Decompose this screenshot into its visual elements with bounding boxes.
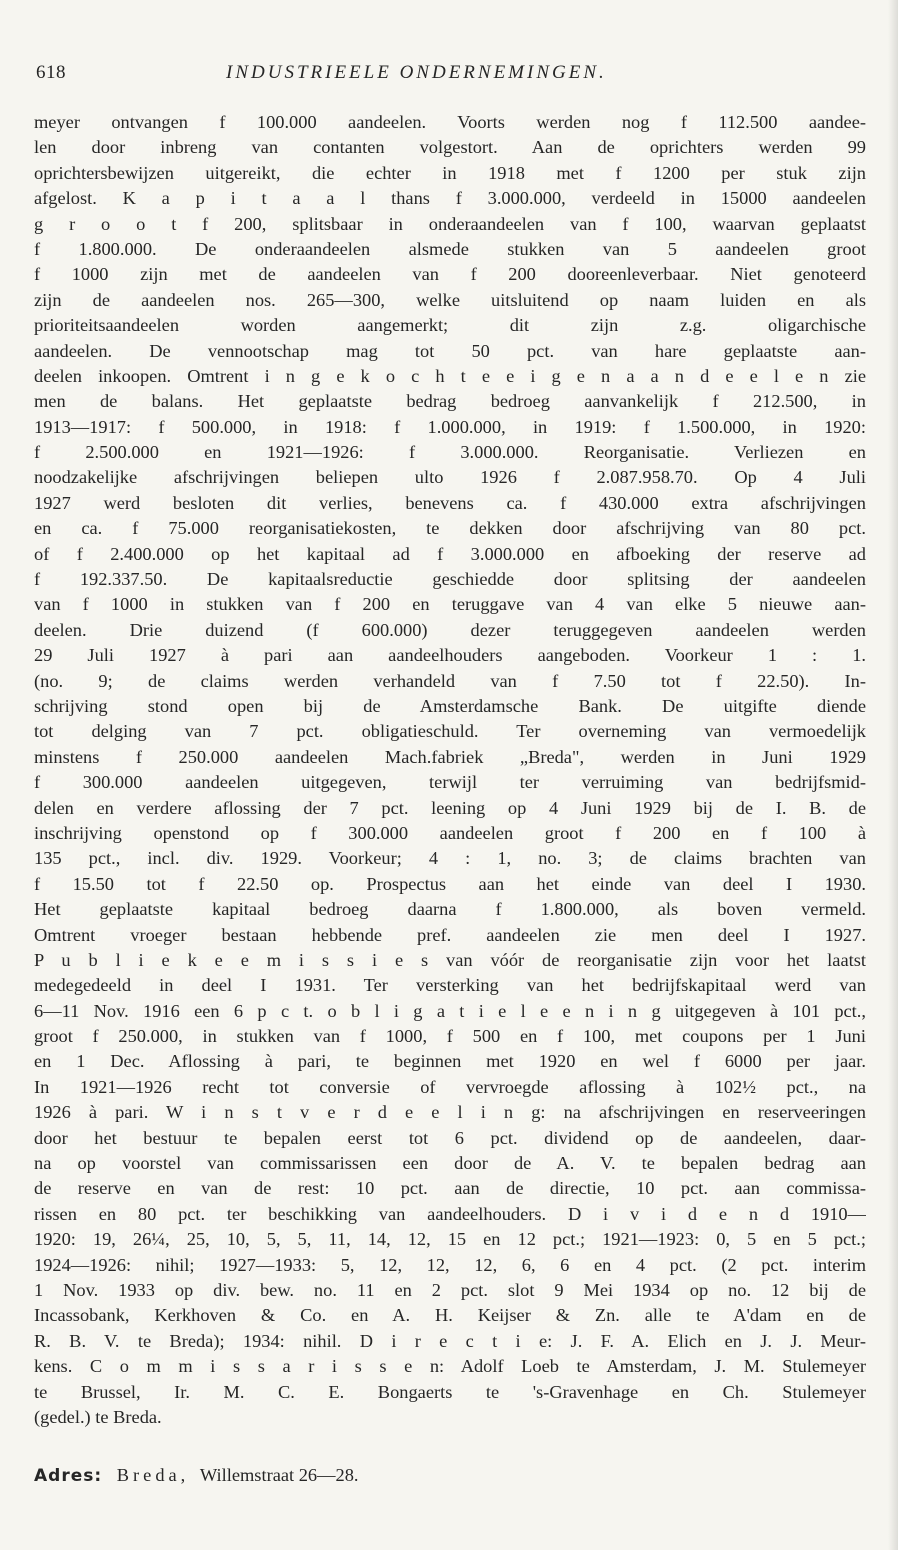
text-line: door het bestuur te bepalen eerst tot 6 pct. dividend op de aandeelen, daar- xyxy=(34,1127,866,1148)
text-line: Omtrent vroeger bestaan hebbende pref. aandeelen zie men deel I 1927. xyxy=(34,924,866,945)
text-line: en 1 Dec. Aflossing à pari, te beginnen met 1920 en wel f 6000 per jaar. xyxy=(34,1051,866,1072)
text-line: 1920: 19, 26¼, 25, 10, 5, 5, 11, 14, 12, 15 en 12 pct.; 1921—1923: 0, 5 en 5 pct.; xyxy=(34,1229,866,1250)
text-line: afgelost. K a p i t a a l thans f 3.000.000, verdeeld in 15000 aandeelen xyxy=(34,188,866,209)
text-line: f 1000 zijn met de aandeelen van f 200 dooreenleverbaar. Niet genoteerd xyxy=(34,264,866,285)
address-label: Adres: xyxy=(34,1466,103,1486)
text-line: In 1921—1926 recht tot conversie of vervroegde aflossing à 102½ pct., na xyxy=(34,1076,866,1097)
text-line: f 300.000 aandeelen uitgegeven, terwijl ter verruiming van bedrijfsmid- xyxy=(34,772,866,793)
text-line: 6—11 Nov. 1916 een 6 p c t. o b l i g a t i e l e e n i n g uitgegeven à 101 pct., xyxy=(34,1000,866,1021)
text-line: meyer ontvangen f 100.000 aandeelen. Voorts werden nog f 112.500 aandee- xyxy=(34,112,866,132)
text-line: f 192.337.50. De kapitaalsreductie geschiedde door splitsing der aandeelen xyxy=(34,569,866,590)
text-line: aandeelen. De vennootschap mag tot 50 pct. van hare geplaatste aan- xyxy=(34,340,866,361)
text-line: tot delging van 7 pct. obligatieschuld. Ter overneming van vermoedelijk xyxy=(34,721,866,742)
text-line: of f 2.400.000 op het kapitaal ad f 3.000.000 en afboeking der reserve ad xyxy=(34,543,866,564)
text-line: deelen inkoopen. Omtrent i n g e k o c h t e e i g e n a a n d e e l e n zie xyxy=(34,365,866,386)
text-line: schrijving stond open bij de Amsterdamsche Bank. De uitgifte diende xyxy=(34,695,866,716)
text-line: na op voorstel van commissarissen een door de A. V. te bepalen bedrag aan xyxy=(34,1153,866,1174)
text-line: en ca. f 75.000 reorganisatiekosten, te dekken door afschrijving van 80 pct. xyxy=(34,518,866,539)
text-line: te Brussel, Ir. M. C. E. Bongaerts te 's-Gravenhage en Ch. Stulemeyer xyxy=(34,1381,866,1402)
text-line: Incassobank, Kerkhoven & Co. en A. H. Keijser & Zn. alle te A'dam en de xyxy=(34,1305,866,1326)
text-line: 29 Juli 1927 à pari aan aandeelhouders aangeboden. Voorkeur 1 : 1. xyxy=(34,645,866,666)
text-line: prioriteitsaandeelen worden aangemerkt; dit zijn z.g. oligarchische xyxy=(34,315,866,336)
text-line: minstens f 250.000 aandeelen Mach.fabriek „Breda", werden in Juni 1929 xyxy=(34,746,866,767)
text-line: inschrijving openstond op f 300.000 aandeelen groot f 200 en f 100 à xyxy=(34,822,866,843)
running-title: INDUSTRIEELE ONDERNEMINGEN. xyxy=(226,62,607,83)
article-body xyxy=(34,110,866,1430)
text-line: (no. 9; de claims werden verhandeld van f 7.50 tot f 22.50). In- xyxy=(34,670,866,691)
text-line: 135 pct., incl. div. 1929. Voorkeur; 4 : 1, no. 3; de claims brachten van xyxy=(34,848,866,869)
address-city: Breda, xyxy=(116,1465,190,1485)
text-line: f 2.500.000 en 1921—1926: f 3.000.000. Reorganisatie. Verliezen en xyxy=(34,442,866,463)
text-line: g r o o t f 200, splitsbaar in onderaandeelen van f 100, waarvan geplaatst xyxy=(34,213,866,234)
page-header xyxy=(36,62,866,86)
address-line xyxy=(34,1462,866,1488)
text-line: P u b l i e k e e m i s s i e s van vóór de reorganisatie zijn voor het laatst xyxy=(34,949,866,970)
text-line: men de balans. Het geplaatste bedrag bedroeg aanvankelijk f 212.500, in xyxy=(34,391,866,412)
text-line: kens. C o m m i s s a r i s s e n: Adolf Loeb te Amsterdam, J. M. Stulemeyer xyxy=(34,1356,866,1377)
text-line: oprichtersbewijzen uitgereikt, die echter in 1918 met f 1200 per stuk zijn xyxy=(34,162,866,183)
text-line: rissen en 80 pct. ter beschikking van aandeelhouders. D i v i d e n d 1910— xyxy=(34,1203,866,1224)
text-line: 1913—1917: f 500.000, in 1918: f 1.000.000, in 1919: f 1.500.000, in 1920: xyxy=(34,416,866,437)
text-line: noodzakelijke afschrijvingen beliepen ulto 1926 f 2.087.958.70. Op 4 Juli xyxy=(34,467,866,488)
text-line: len door inbreng van contanten volgestort. Aan de oprichters werden 99 xyxy=(34,137,866,158)
page-edge-shadow xyxy=(888,0,898,1550)
page-number: 618 xyxy=(36,62,66,83)
text-line: 1924—1926: nihil; 1927—1933: 5, 12, 12, 12, 6, 6 en 4 pct. (2 pct. interim xyxy=(34,1254,866,1275)
text-line: de reserve en van de rest: 10 pct. aan de directie, 10 pct. aan commissa- xyxy=(34,1178,866,1199)
text-line: zijn de aandeelen nos. 265—300, welke uitsluitend op naam luiden en als xyxy=(34,289,866,310)
text-line: R. B. V. te Breda); 1934: nihil. D i r e c t i e: J. F. A. Elich en J. J. Meur- xyxy=(34,1330,866,1351)
address-street: Willemstraat 26—28. xyxy=(199,1465,359,1485)
text-line: groot f 250.000, in stukken van f 1000, f 500 en f 100, met coupons per 1 Juni xyxy=(34,1026,866,1047)
text-line: f 15.50 tot f 22.50 op. Prospectus aan het einde van deel I 1930. xyxy=(34,873,866,894)
text-line: 1927 werd besloten dit verlies, benevens ca. f 430.000 extra afschrijvingen xyxy=(34,492,866,513)
text-line: delen en verdere aflossing der 7 pct. leening op 4 Juni 1929 bij de I. B. de xyxy=(34,797,866,818)
text-line: Het geplaatste kapitaal bedroeg daarna f 1.800.000, als boven vermeld. xyxy=(34,899,866,920)
text-line: van f 1000 in stukken van f 200 en teruggave van 4 van elke 5 nieuwe aan- xyxy=(34,594,866,615)
text-line: 1 Nov. 1933 op div. bew. no. 11 en 2 pct. slot 9 Mei 1934 op no. 12 bij de xyxy=(34,1279,866,1300)
text-line: (gedel.) te Breda. xyxy=(34,1406,162,1427)
text-line: medegedeeld in deel I 1931. Ter versterking van het bedrijfskapitaal werd van xyxy=(34,975,866,996)
text-line: f 1.800.000. De onderaandeelen alsmede stukken van 5 aandeelen groot xyxy=(34,238,866,259)
text-line: 1926 à pari. W i n s t v e r d e e l i n g: na afschrijvingen en reserveeringen xyxy=(34,1102,866,1123)
text-line: deelen. Drie duizend (f 600.000) dezer teruggegeven aandeelen werden xyxy=(34,619,866,640)
